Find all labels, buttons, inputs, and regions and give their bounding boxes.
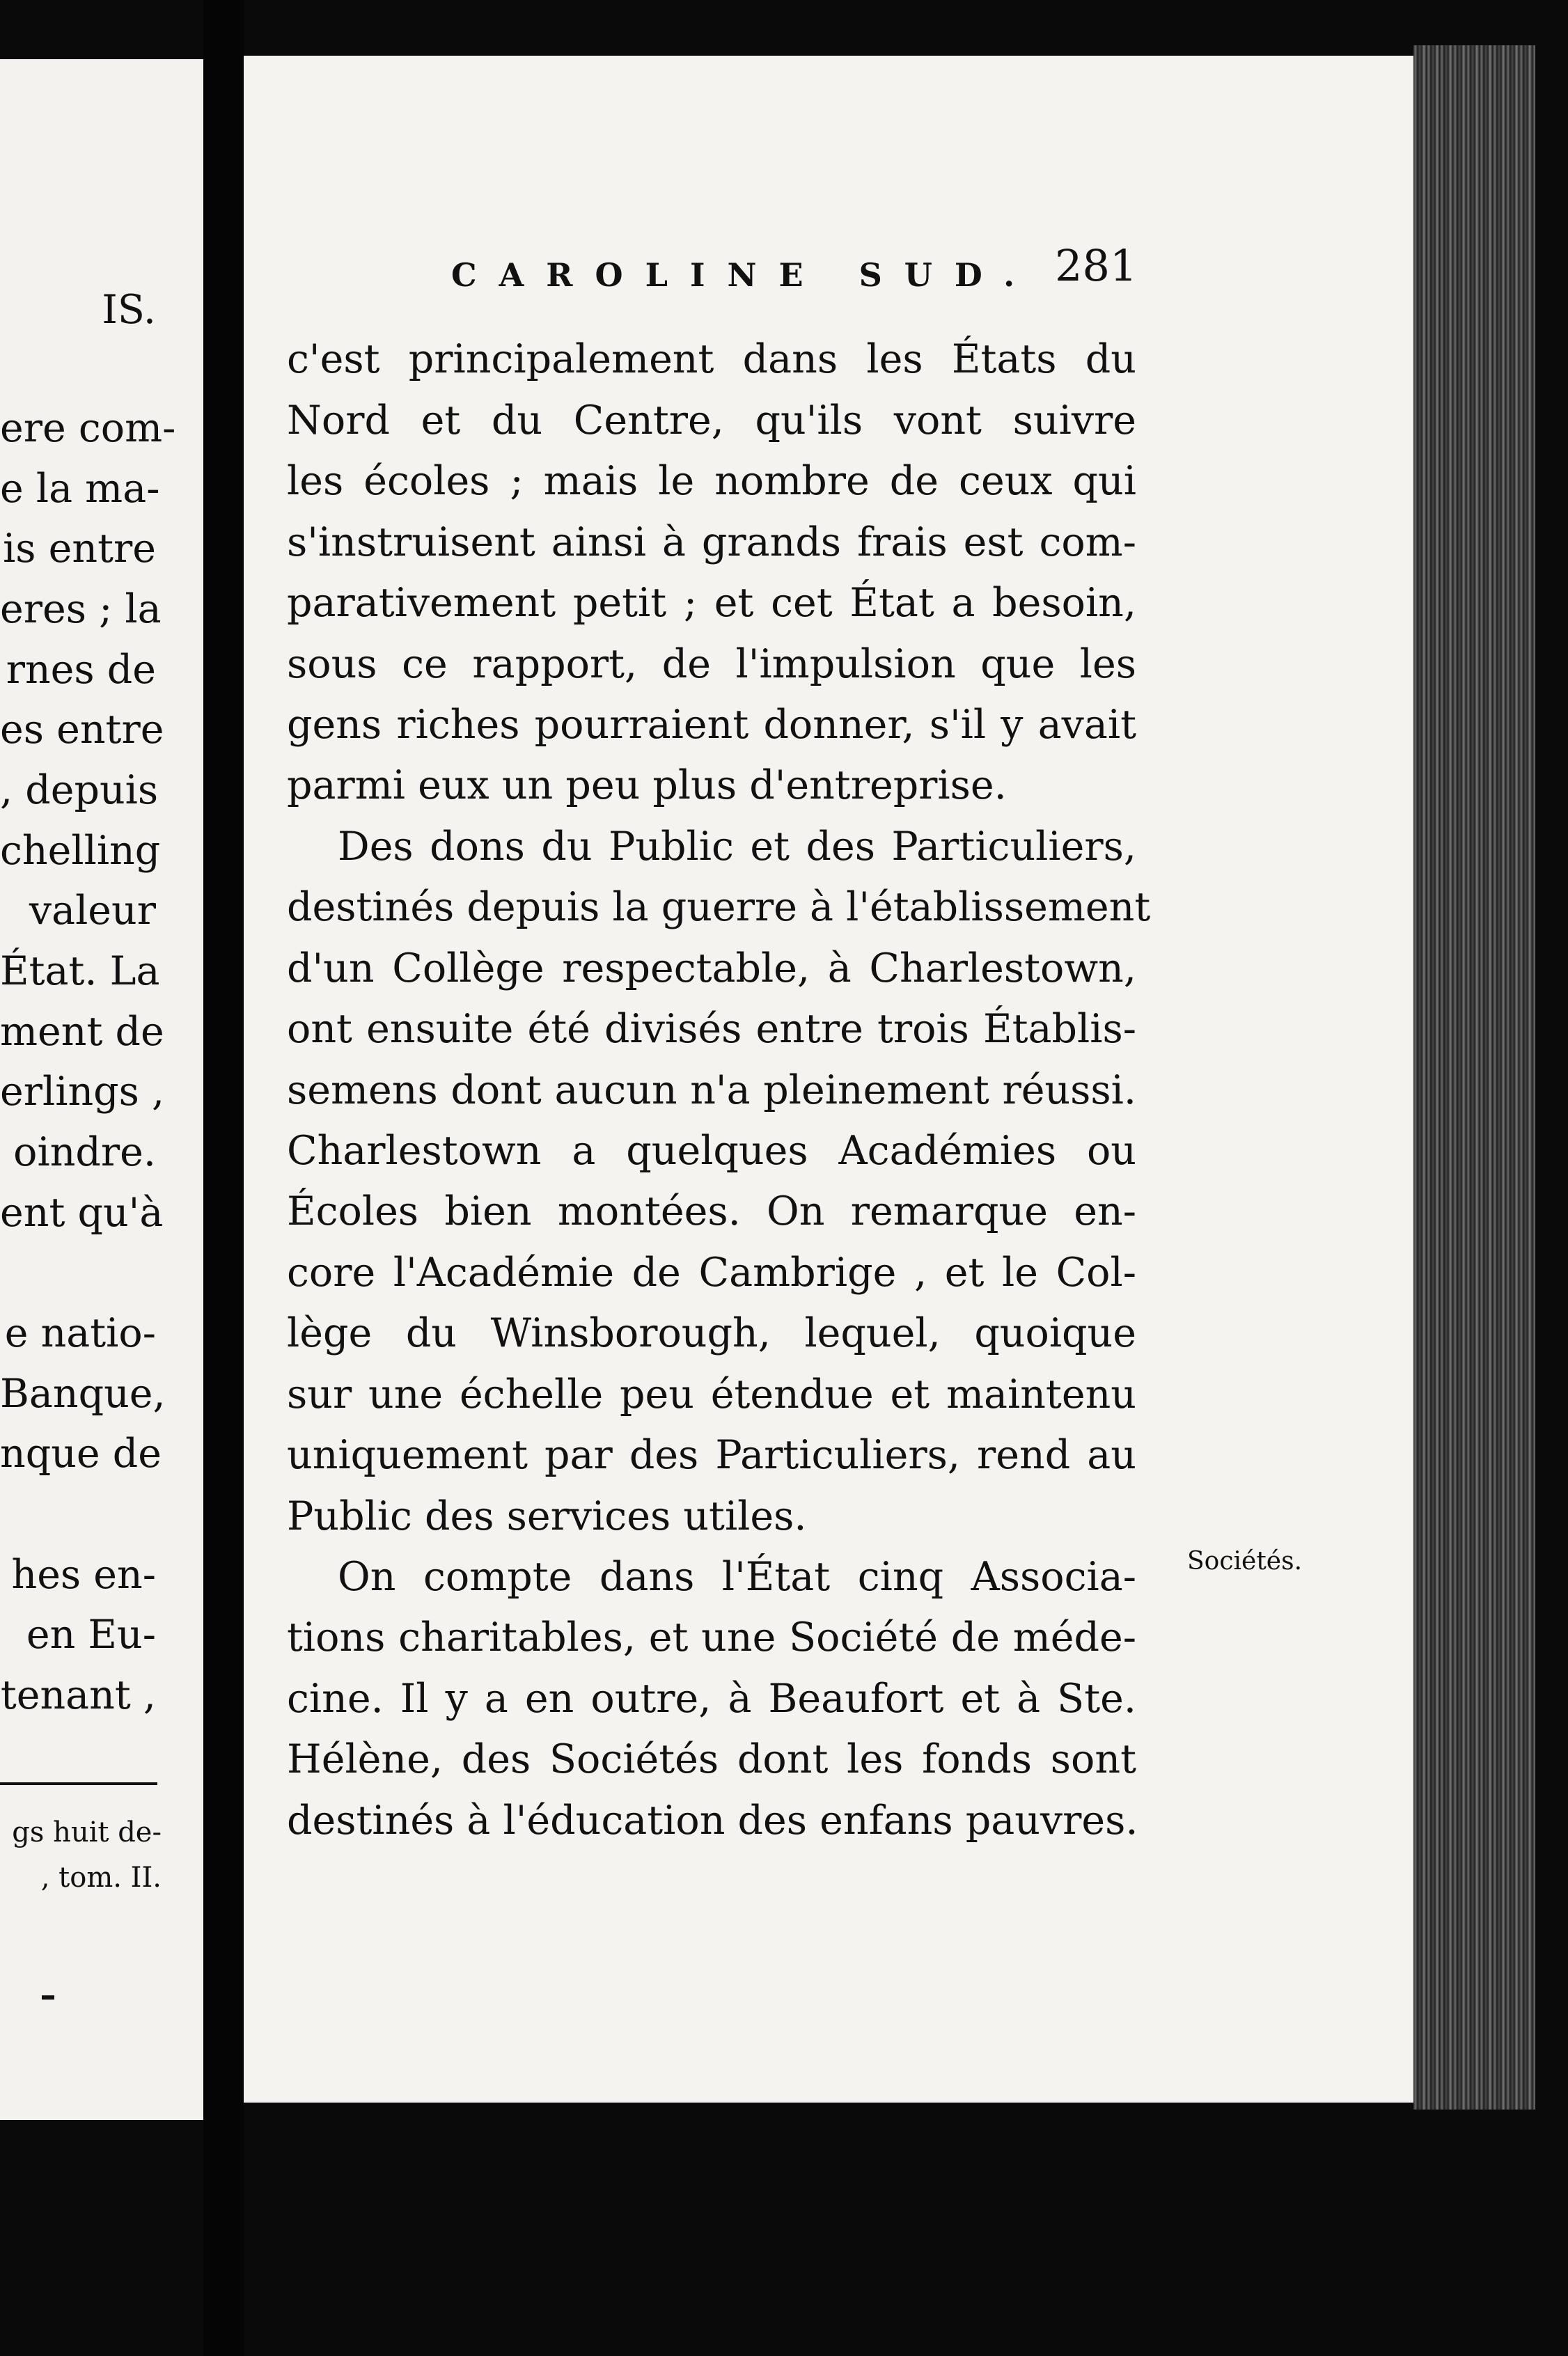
text-line: gens riches pourraient donner, s'il y avait	[287, 702, 1136, 748]
page-number: 281	[1055, 240, 1138, 291]
left-line: erlings ,	[0, 1069, 165, 1115]
left-line: IS.	[102, 287, 156, 333]
text-line: destinés à l'éducation des enfans pauvres.	[287, 1798, 1138, 1844]
text-line: parmi eux un peu plus d'entreprise.	[287, 762, 1007, 808]
left-line: ent qu'à	[0, 1190, 164, 1236]
left-line: tenant ,	[0, 1672, 156, 1718]
left-line: ere com-	[0, 405, 176, 451]
ink-mark	[42, 1995, 54, 2000]
text-line: core l'Académie de Cambrige , et le Col-	[287, 1250, 1136, 1296]
left-line: ment de	[0, 1009, 164, 1055]
text-line: ont ensuite été divisés entre trois Établis-	[287, 1006, 1136, 1052]
left-line: État. La	[0, 948, 160, 994]
text-line: parativement petit ; et cet État a besoin,	[287, 580, 1136, 626]
footnote-rule	[0, 1782, 157, 1785]
book-gutter	[203, 0, 244, 2356]
text-line: sur une échelle peu étendue et maintenu	[287, 1372, 1136, 1417]
running-header: CAROLINE SUD.	[451, 256, 1037, 294]
text-line: les écoles ; mais le nombre de ceux qui	[287, 458, 1136, 504]
text-line: Écoles bien montées. On remarque en-	[287, 1188, 1136, 1234]
left-line: en Eu-	[26, 1612, 156, 1658]
text-line: semens dont aucun n'a pleinement réussi.	[287, 1067, 1136, 1113]
left-line: es entre	[0, 707, 164, 753]
text-line: Des dons du Public et des Particuliers,	[338, 824, 1136, 870]
text-line: Charlestown a quelques Académies ou	[287, 1128, 1136, 1174]
text-line: sous ce rapport, de l'impulsion que les	[287, 641, 1136, 687]
left-line: hes en-	[11, 1552, 156, 1598]
page-edges	[1413, 45, 1535, 2110]
left-page	[0, 59, 203, 2120]
left-line: is entre	[3, 526, 156, 572]
text-line: s'instruisent ainsi à grands frais est com-	[287, 519, 1136, 565]
left-footnote: , tom. II.	[40, 1862, 162, 1894]
text-line: d'un Collège respectable, à Charlestown,	[287, 945, 1136, 991]
text-line: Hélène, des Sociétés dont les fonds sont	[287, 1736, 1136, 1782]
text-line: Nord et du Centre, qu'ils vont suivre	[287, 398, 1136, 443]
left-line: , depuis	[0, 767, 159, 813]
left-line: chelling	[0, 828, 161, 874]
text-line: cine. Il y a en outre, à Beaufort et à Ste.	[287, 1676, 1136, 1722]
left-line: rnes de	[6, 647, 156, 693]
text-line: c'est principalement dans les États du	[287, 336, 1136, 382]
text-line: destinés depuis la guerre à l'établissement	[287, 884, 1151, 930]
margin-note: Sociétés.	[1187, 1547, 1303, 1576]
left-line: Banque,	[0, 1371, 166, 1417]
left-line: e la ma-	[0, 466, 160, 512]
left-line: e natio-	[4, 1310, 156, 1356]
text-line: tions charitables, et une Société de méde-	[287, 1615, 1136, 1660]
left-line: nque de	[0, 1431, 162, 1477]
text-line: uniquement par des Particuliers, rend au	[287, 1432, 1136, 1478]
left-line: oindre.	[13, 1129, 156, 1175]
left-footnote: gs huit de-	[12, 1816, 162, 1848]
left-line: valeur	[29, 888, 156, 934]
left-line: eres ; la	[0, 586, 162, 632]
text-line: On compte dans l'État cinq Associa-	[338, 1554, 1136, 1600]
text-line: Public des services utiles.	[287, 1493, 807, 1539]
text-line: lège du Winsborough, lequel, quoique	[287, 1310, 1136, 1356]
